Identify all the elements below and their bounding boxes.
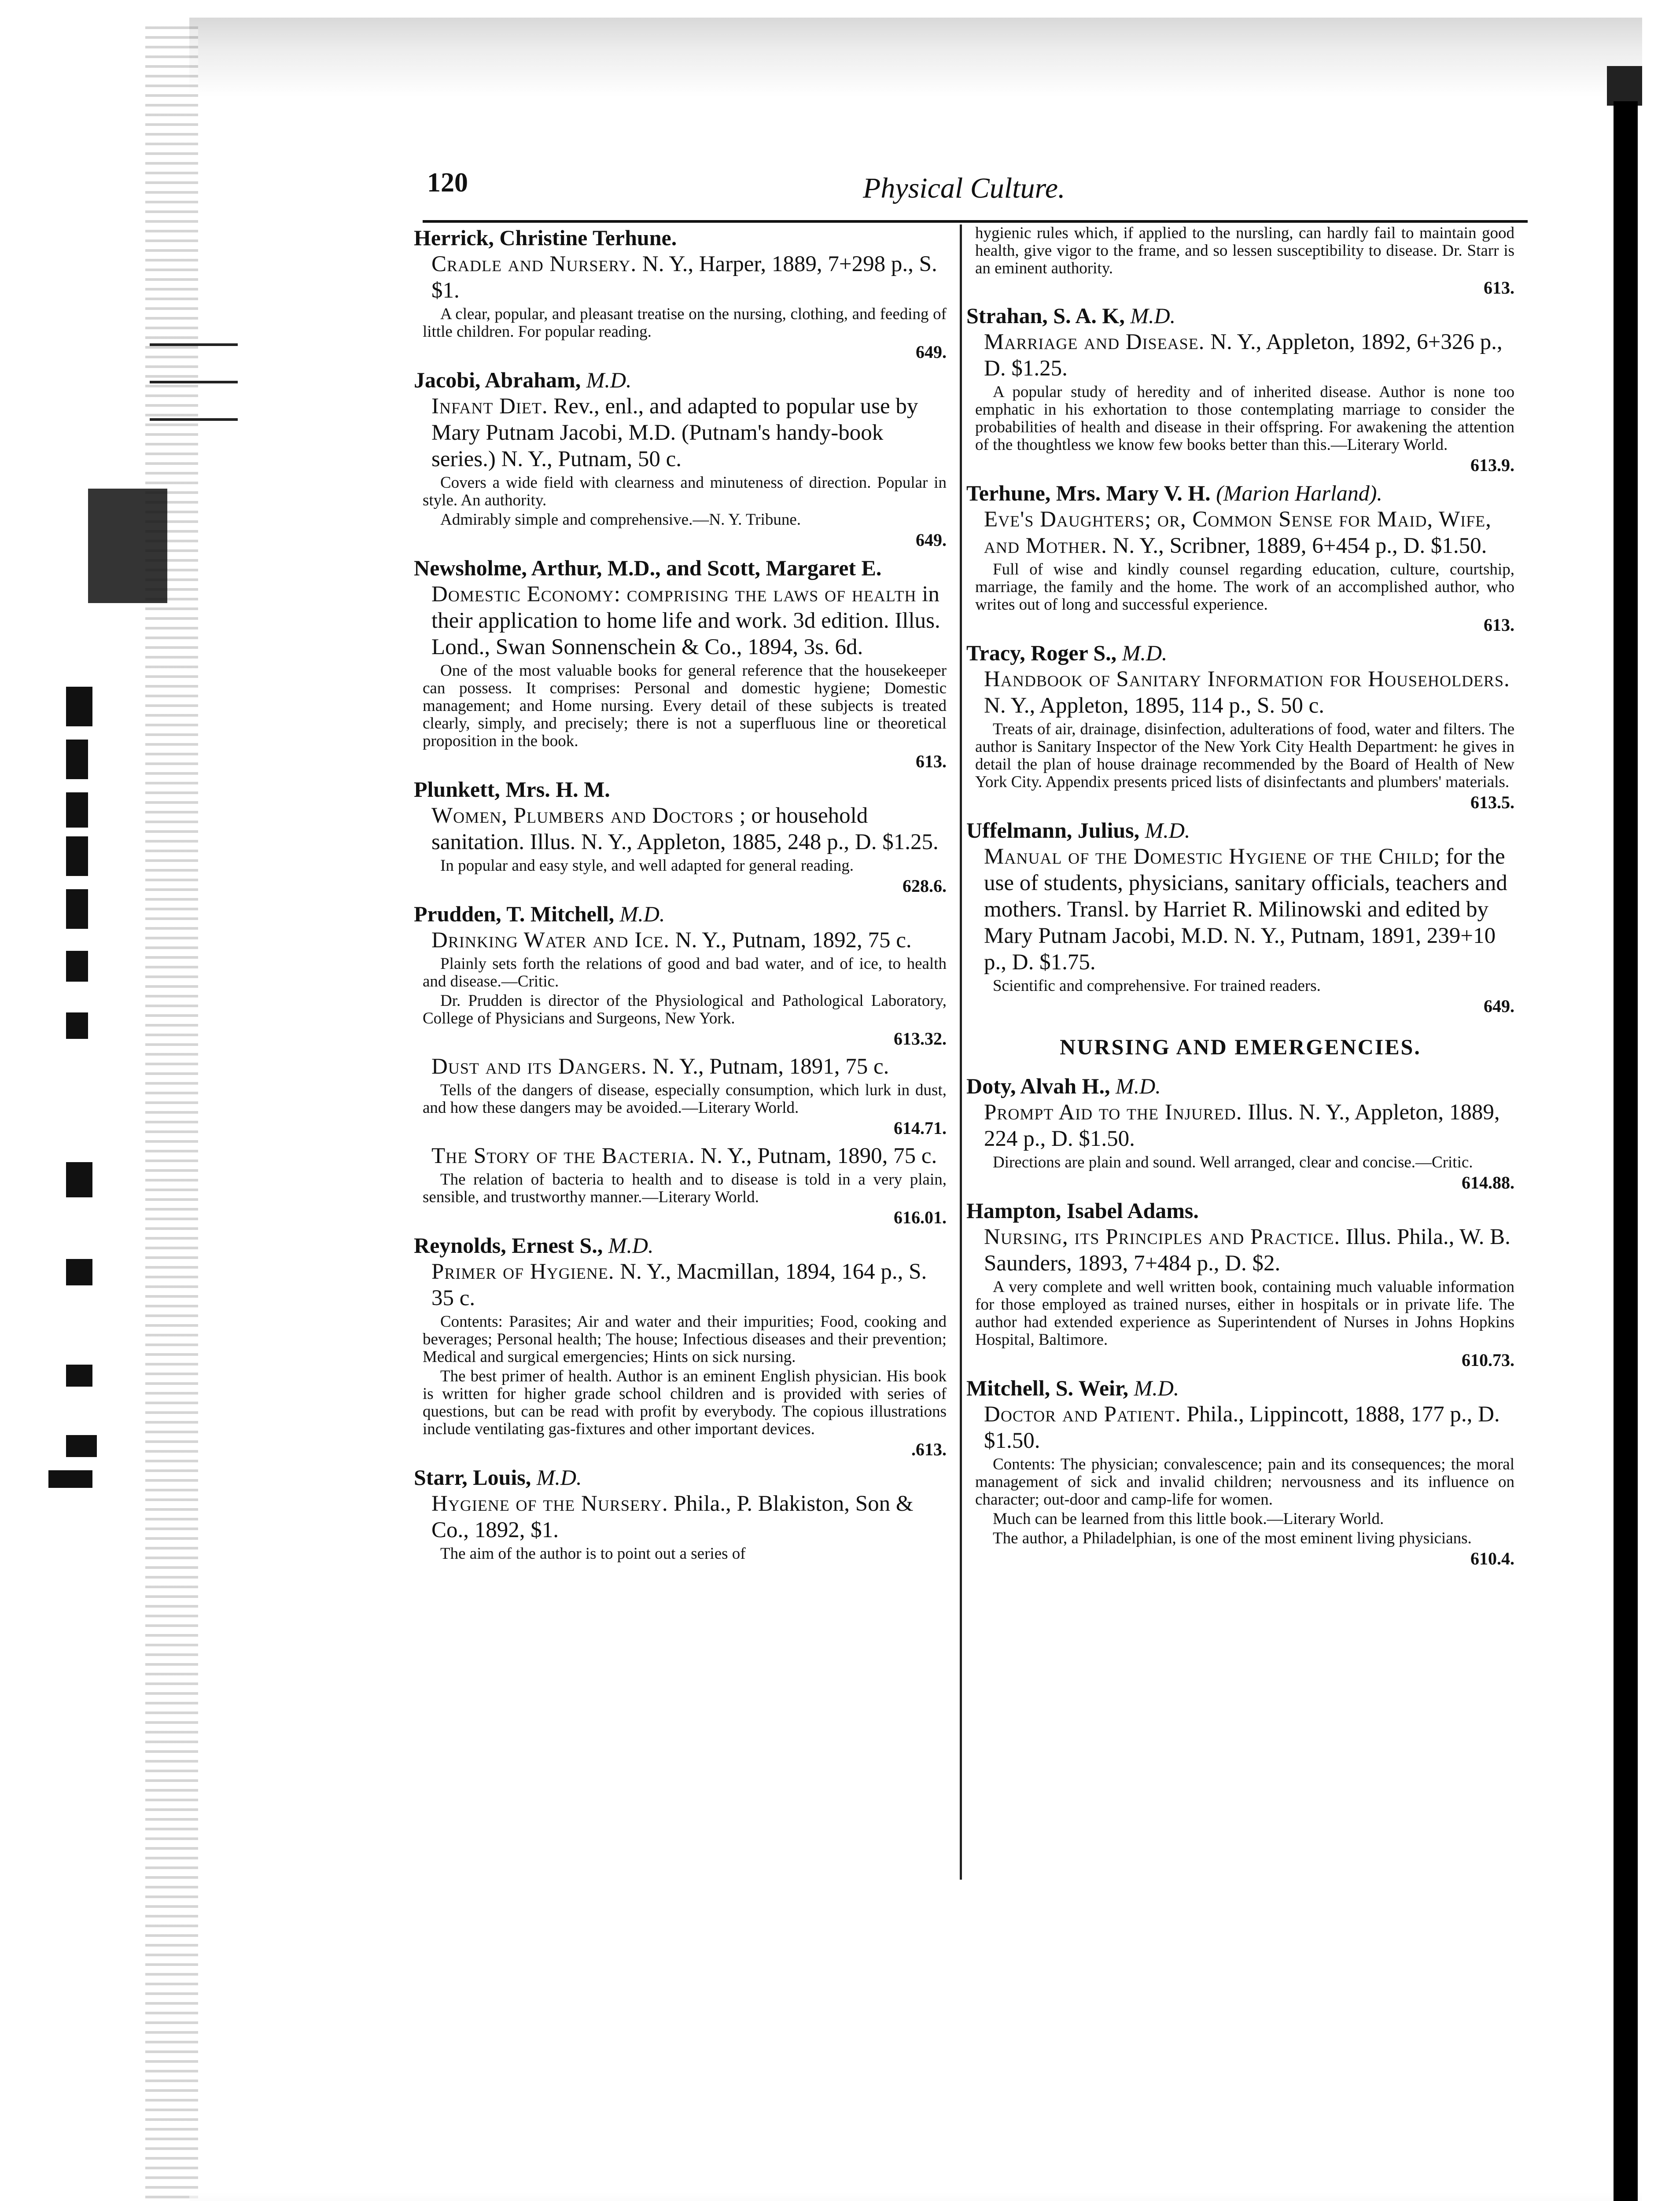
- work-title: Dust and its Dangers.: [431, 1054, 647, 1079]
- page-header: [427, 167, 1532, 216]
- work-citation: Drinking Water and Ice. N. Y., Putnam, 1892, 75 c.: [431, 928, 912, 953]
- bibliography-entry: [414, 901, 947, 1228]
- margin-tick: [150, 381, 238, 383]
- entry-author: Mitchell, S. Weir, M.D.: [966, 1376, 1179, 1400]
- scan-artifact: [66, 1012, 88, 1039]
- class-number: 613.5.: [1470, 792, 1514, 812]
- class-number: 613.: [916, 751, 947, 771]
- annotation: The relation of bacteria to health and to disease is told in a very plain, sensible, and trustworthy manner.—Literary World.: [423, 1170, 947, 1206]
- running-title: Physical Culture.: [863, 172, 1065, 204]
- work-citation: The Story of the Bacteria. N. Y., Putnam, 1890, 75 c.: [431, 1144, 937, 1168]
- scan-artifact: [66, 1162, 92, 1197]
- scan-artifact: [48, 1470, 92, 1488]
- scan-artifact: [66, 836, 88, 876]
- bibliography-entry: [966, 640, 1514, 813]
- class-number: 649.: [1484, 996, 1514, 1016]
- author-credential: M.D.: [1134, 1376, 1179, 1400]
- author-credential: M.D.: [1130, 303, 1176, 328]
- work-citation: Handbook of Sanitary Information for Householders. N. Y., Appleton, 1895, 114 p., S. 50 c.: [984, 667, 1510, 718]
- class-number: .613.: [911, 1439, 947, 1459]
- author-credential: M.D.: [608, 1233, 654, 1258]
- annotation: Treats of air, drainage, disinfection, adulterations of food, water and filters. The author is Sanitary Inspector of the New York City Health Department: he gives in detail the plan of house drainage recommended by the Board of Health of New York City. Appendix presents priced lists of disinfectants and plumbers' materials.: [975, 720, 1514, 791]
- entry-author: Prudden, T. Mitchell, M.D.: [414, 902, 665, 926]
- class-number: 613.: [1484, 278, 1514, 298]
- scan-left-edge: [145, 26, 198, 2201]
- section-entries: [966, 1073, 1514, 1569]
- entry-author: Newsholme, Arthur, M.D., and Scott, Margaret E.: [414, 556, 882, 580]
- binding-shadow-top: [1607, 66, 1642, 106]
- annotation: A clear, popular, and pleasant treatise on the nursing, clothing, and feeding of little children. For popular reading.: [423, 305, 947, 341]
- entry-author: Tracy, Roger S., M.D.: [966, 640, 1168, 665]
- entry-author: Jacobi, Abraham, M.D.: [414, 368, 632, 392]
- bibliography-entry: [966, 817, 1514, 1016]
- annotation: Covers a wide field with clearness and minuteness of direction. Popular in style. An authority.: [423, 474, 947, 509]
- work-citation: Prompt Aid to the Injured. Illus. N. Y., Appleton, 1889, 224 p., D. $1.50.: [984, 1100, 1500, 1151]
- bibliography-entry: [966, 1073, 1514, 1193]
- work-title: Eve's Daughters; or, Common Sense for Maid, Wife, and Mother.: [984, 507, 1492, 558]
- annotation: Directions are plain and sound. Well arranged, clear and concise.—Critic.: [993, 1153, 1473, 1171]
- work-title: Cradle and Nursery.: [431, 252, 637, 276]
- entry-author: Herrick, Christine Terhune.: [414, 225, 677, 250]
- work-citation: Nursing, its Principles and Practice. Illus. Phila., W. B. Saunders, 1893, 7+484 p., D. $2.: [984, 1225, 1511, 1276]
- class-number: 613.9.: [1470, 455, 1514, 475]
- class-number: 610.4.: [1470, 1549, 1514, 1568]
- class-number: 616.01.: [894, 1207, 947, 1227]
- annotation: Much can be learned from this little book.—Literary World.: [993, 1510, 1384, 1528]
- work-citation: Domestic Economy: comprising the laws of health in their application to home life and work. 3d edition. Illus. Lond., Swan Sonnenschein & Co., 1894, 3s. 6d.: [431, 582, 940, 659]
- class-number: 613.32.: [894, 1029, 947, 1049]
- binding-shadow: [1614, 101, 1638, 2201]
- bibliography-entry: [414, 555, 947, 772]
- scan-artifact: [66, 951, 88, 982]
- left-column: [414, 225, 947, 1565]
- entry-author: Doty, Alvah H., M.D.: [966, 1074, 1161, 1098]
- section-heading: NURSING AND EMERGENCIES.: [1060, 1034, 1421, 1059]
- annotation: One of the most valuable books for general reference that the housekeeper can possess. It comprises: Personal and domestic hygiene; Domestic management; and Home nursing. Every detail of these subjects is treated clearly, simply, and precisely; there is not a superfluous line or theoretical proposition in the book.: [423, 662, 947, 750]
- bibliography-entry: [414, 1232, 947, 1460]
- class-number: 614.71.: [894, 1118, 947, 1138]
- scan-top-edge: [189, 18, 1642, 97]
- bibliography-entry: [414, 225, 947, 362]
- bibliography-entry: [414, 1464, 947, 1563]
- class-number: 649.: [916, 530, 947, 550]
- continued-note: hygienic rules which, if applied to the nursling, can hardly fail to maintain good health, give vigor to the frame, and so lessen susceptibility to disease. Dr. Starr is an eminent authority.: [975, 224, 1514, 277]
- scan-artifact: [66, 889, 88, 929]
- entry-author: Uffelmann, Julius, M.D.: [966, 818, 1190, 843]
- work-citation: Dust and its Dangers. N. Y., Putnam, 1891, 75 c.: [431, 1054, 889, 1079]
- scan-artifact: [66, 1259, 92, 1285]
- author-credential: M.D.: [1115, 1074, 1161, 1098]
- bibliography-entry: [966, 480, 1514, 635]
- annotation: Contents: Parasites; Air and water and their impurities; Food, cooking and beverages; Personal health; The house; Infectious diseases and their prevention; Medical and surgical emergencies; Hints on sick nursing.: [423, 1313, 947, 1366]
- author-credential: M.D.: [619, 902, 665, 926]
- entry-author: Starr, Louis, M.D.: [414, 1465, 582, 1490]
- header-rule: [423, 220, 1528, 223]
- class-number: 628.6.: [903, 876, 947, 896]
- annotation: A very complete and well written book, containing much valuable information for those employed as trained nurses, either in hospitals or in private life. The author had extended experience as Superintendent of Nurses in Johns Hopkins Hospital, Baltimore.: [975, 1278, 1514, 1349]
- author-credential: M.D.: [1122, 640, 1168, 665]
- class-number: 613.: [1484, 615, 1514, 635]
- annotation: Scientific and comprehensive. For trained readers.: [993, 977, 1321, 995]
- work-citation: Eve's Daughters; or, Common Sense for Maid, Wife, and Mother. N. Y., Scribner, 1889, 6+454 p., D. $1.50.: [984, 507, 1492, 558]
- entry-author: Hampton, Isabel Adams.: [966, 1198, 1199, 1223]
- scan-artifact: [66, 740, 88, 779]
- margin-tick: [150, 418, 238, 421]
- annotation: Tells of the dangers of disease, especially consumption, which lurk in dust, and how these dangers may be avoided.—Literary World.: [423, 1081, 947, 1117]
- class-number: 610.73.: [1462, 1350, 1514, 1370]
- author-credential: (Marion Harland).: [1216, 481, 1382, 505]
- work-citation: Cradle and Nursery. N. Y., Harper, 1889, 7+298 p., S. $1.: [431, 252, 937, 303]
- work-title: Domestic Economy: comprising the laws of health: [431, 582, 917, 607]
- annotation: Admirably simple and comprehensive.—N. Y. Tribune.: [440, 511, 801, 529]
- author-credential: M.D.: [1145, 818, 1190, 843]
- scan-artifact: [66, 1435, 97, 1457]
- column-divider: [960, 225, 962, 1880]
- annotation: Contents: The physician; convalescence; pain and its consequences; the moral management of sick and invalid children; nervousness and its influence on character; out-door and camp-life for women.: [975, 1455, 1514, 1509]
- work-citation: Infant Diet. Rev., enl., and adapted to popular use by Mary Putnam Jacobi, M.D. (Putnam's handy-book series.) N. Y., Putnam, 50 c.: [431, 394, 918, 471]
- margin-tick: [150, 343, 238, 346]
- annotation: The author, a Philadelphian, is one of the most eminent living physicians.: [993, 1529, 1472, 1547]
- work-citation: Marriage and Disease. N. Y., Appleton, 1892, 6+326 p., D. $1.25.: [984, 330, 1503, 381]
- work-title: Drinking Water and Ice.: [431, 928, 670, 953]
- annotation: Plainly sets forth the relations of good and bad water, and of ice, to health and disease.—Critic.: [423, 955, 947, 990]
- right-column: [966, 225, 1514, 1573]
- work-title: Manual of the Domestic Hygiene of the Child;: [984, 844, 1441, 869]
- work-citation: Doctor and Patient. Phila., Lippincott, 1888, 177 p., D. $1.50.: [984, 1402, 1500, 1453]
- annotation: In popular and easy style, and well adapted for general reading.: [440, 857, 854, 875]
- entry-author: Terhune, Mrs. Mary V. H. (Marion Harland).: [966, 481, 1382, 505]
- work-title: Prompt Aid to the Injured.: [984, 1100, 1242, 1125]
- scan-artifact: [66, 1365, 92, 1387]
- bibliography-entry: [966, 1375, 1514, 1569]
- class-number: 649.: [916, 342, 947, 362]
- bibliography-entry: [414, 776, 947, 896]
- author-credential: M.D.: [536, 1465, 582, 1490]
- work-citation: Manual of the Domestic Hygiene of the Child; for the use of students, physicians, sanitary officials, teachers and mothers. Transl. by Harriet R. Milinowski and edited by Mary Putnam Jacobi, M.D. N. Y., Putnam, 1891, 239+10 p., D. $1.75.: [984, 844, 1507, 975]
- work-title: Infant Diet.: [431, 394, 548, 419]
- work-title: Hygiene of the Nursery.: [431, 1491, 668, 1516]
- work-citation: Primer of Hygiene. N. Y., Macmillan, 1894, 164 p., S. 35 c.: [431, 1259, 927, 1310]
- work-title: The Story of the Bacteria.: [431, 1144, 695, 1168]
- work-citation: Women, Plumbers and Doctors ; or household sanitation. Illus. N. Y., Appleton, 1885, 248 p., D. $1.25.: [431, 803, 939, 854]
- scan-artifact: [66, 687, 92, 726]
- work-title: Marriage and Disease.: [984, 330, 1205, 354]
- work-title: Doctor and Patient.: [984, 1402, 1181, 1427]
- work-title: Handbook of Sanitary Information for Householders.: [984, 667, 1510, 692]
- work-title: Primer of Hygiene.: [431, 1259, 615, 1284]
- bibliography-entry: [966, 1197, 1514, 1370]
- annotation: The aim of the author is to point out a series of: [440, 1545, 746, 1563]
- entry-author: Reynolds, Ernest S., M.D.: [414, 1233, 654, 1258]
- page-number: 120: [427, 168, 468, 198]
- annotation: A popular study of heredity and of inherited disease. Author is none too emphatic in his exhortation to those contemplating marriage to consider the probabilities of health and disease in their offspring. For awakening the attention of the thoughtless we know few books better than this.—Literary World.: [975, 383, 1514, 454]
- author-credential: M.D.: [586, 368, 632, 392]
- work-title: Nursing, its Principles and Practice.: [984, 1225, 1341, 1249]
- entry-author: Plunkett, Mrs. H. M.: [414, 777, 610, 802]
- work-title: Women, Plumbers and Doctors: [431, 803, 734, 828]
- class-number: 614.88.: [1462, 1173, 1514, 1193]
- work-citation: Hygiene of the Nursery. Phila., P. Blakiston, Son & Co., 1892, $1.: [431, 1491, 914, 1542]
- scan-bottom-edge: [189, 2192, 1642, 2201]
- scan-artifact: [66, 792, 88, 828]
- scan-artifact: [88, 489, 167, 603]
- annotation: Full of wise and kindly counsel regarding education, culture, courtship, marriage, the family and the home. The work of an accomplished author, who writes out of long and successful experience.: [975, 560, 1514, 614]
- annotation: The best primer of health. Author is an eminent English physician. His book is written for higher grade school children and is provided with series of questions, but can be read with profit by everybody. The copious illustrations include ventilating gas-fixtures and other important devices.: [423, 1367, 947, 1438]
- entry-author: Strahan, S. A. K, M.D.: [966, 303, 1176, 328]
- bibliography-entry: [414, 367, 947, 550]
- bibliography-entry: [966, 302, 1514, 475]
- annotation: Dr. Prudden is director of the Physiological and Pathological Laboratory, College of Physicians and Surgeons, New York.: [423, 992, 947, 1027]
- right-entries: [966, 302, 1514, 1016]
